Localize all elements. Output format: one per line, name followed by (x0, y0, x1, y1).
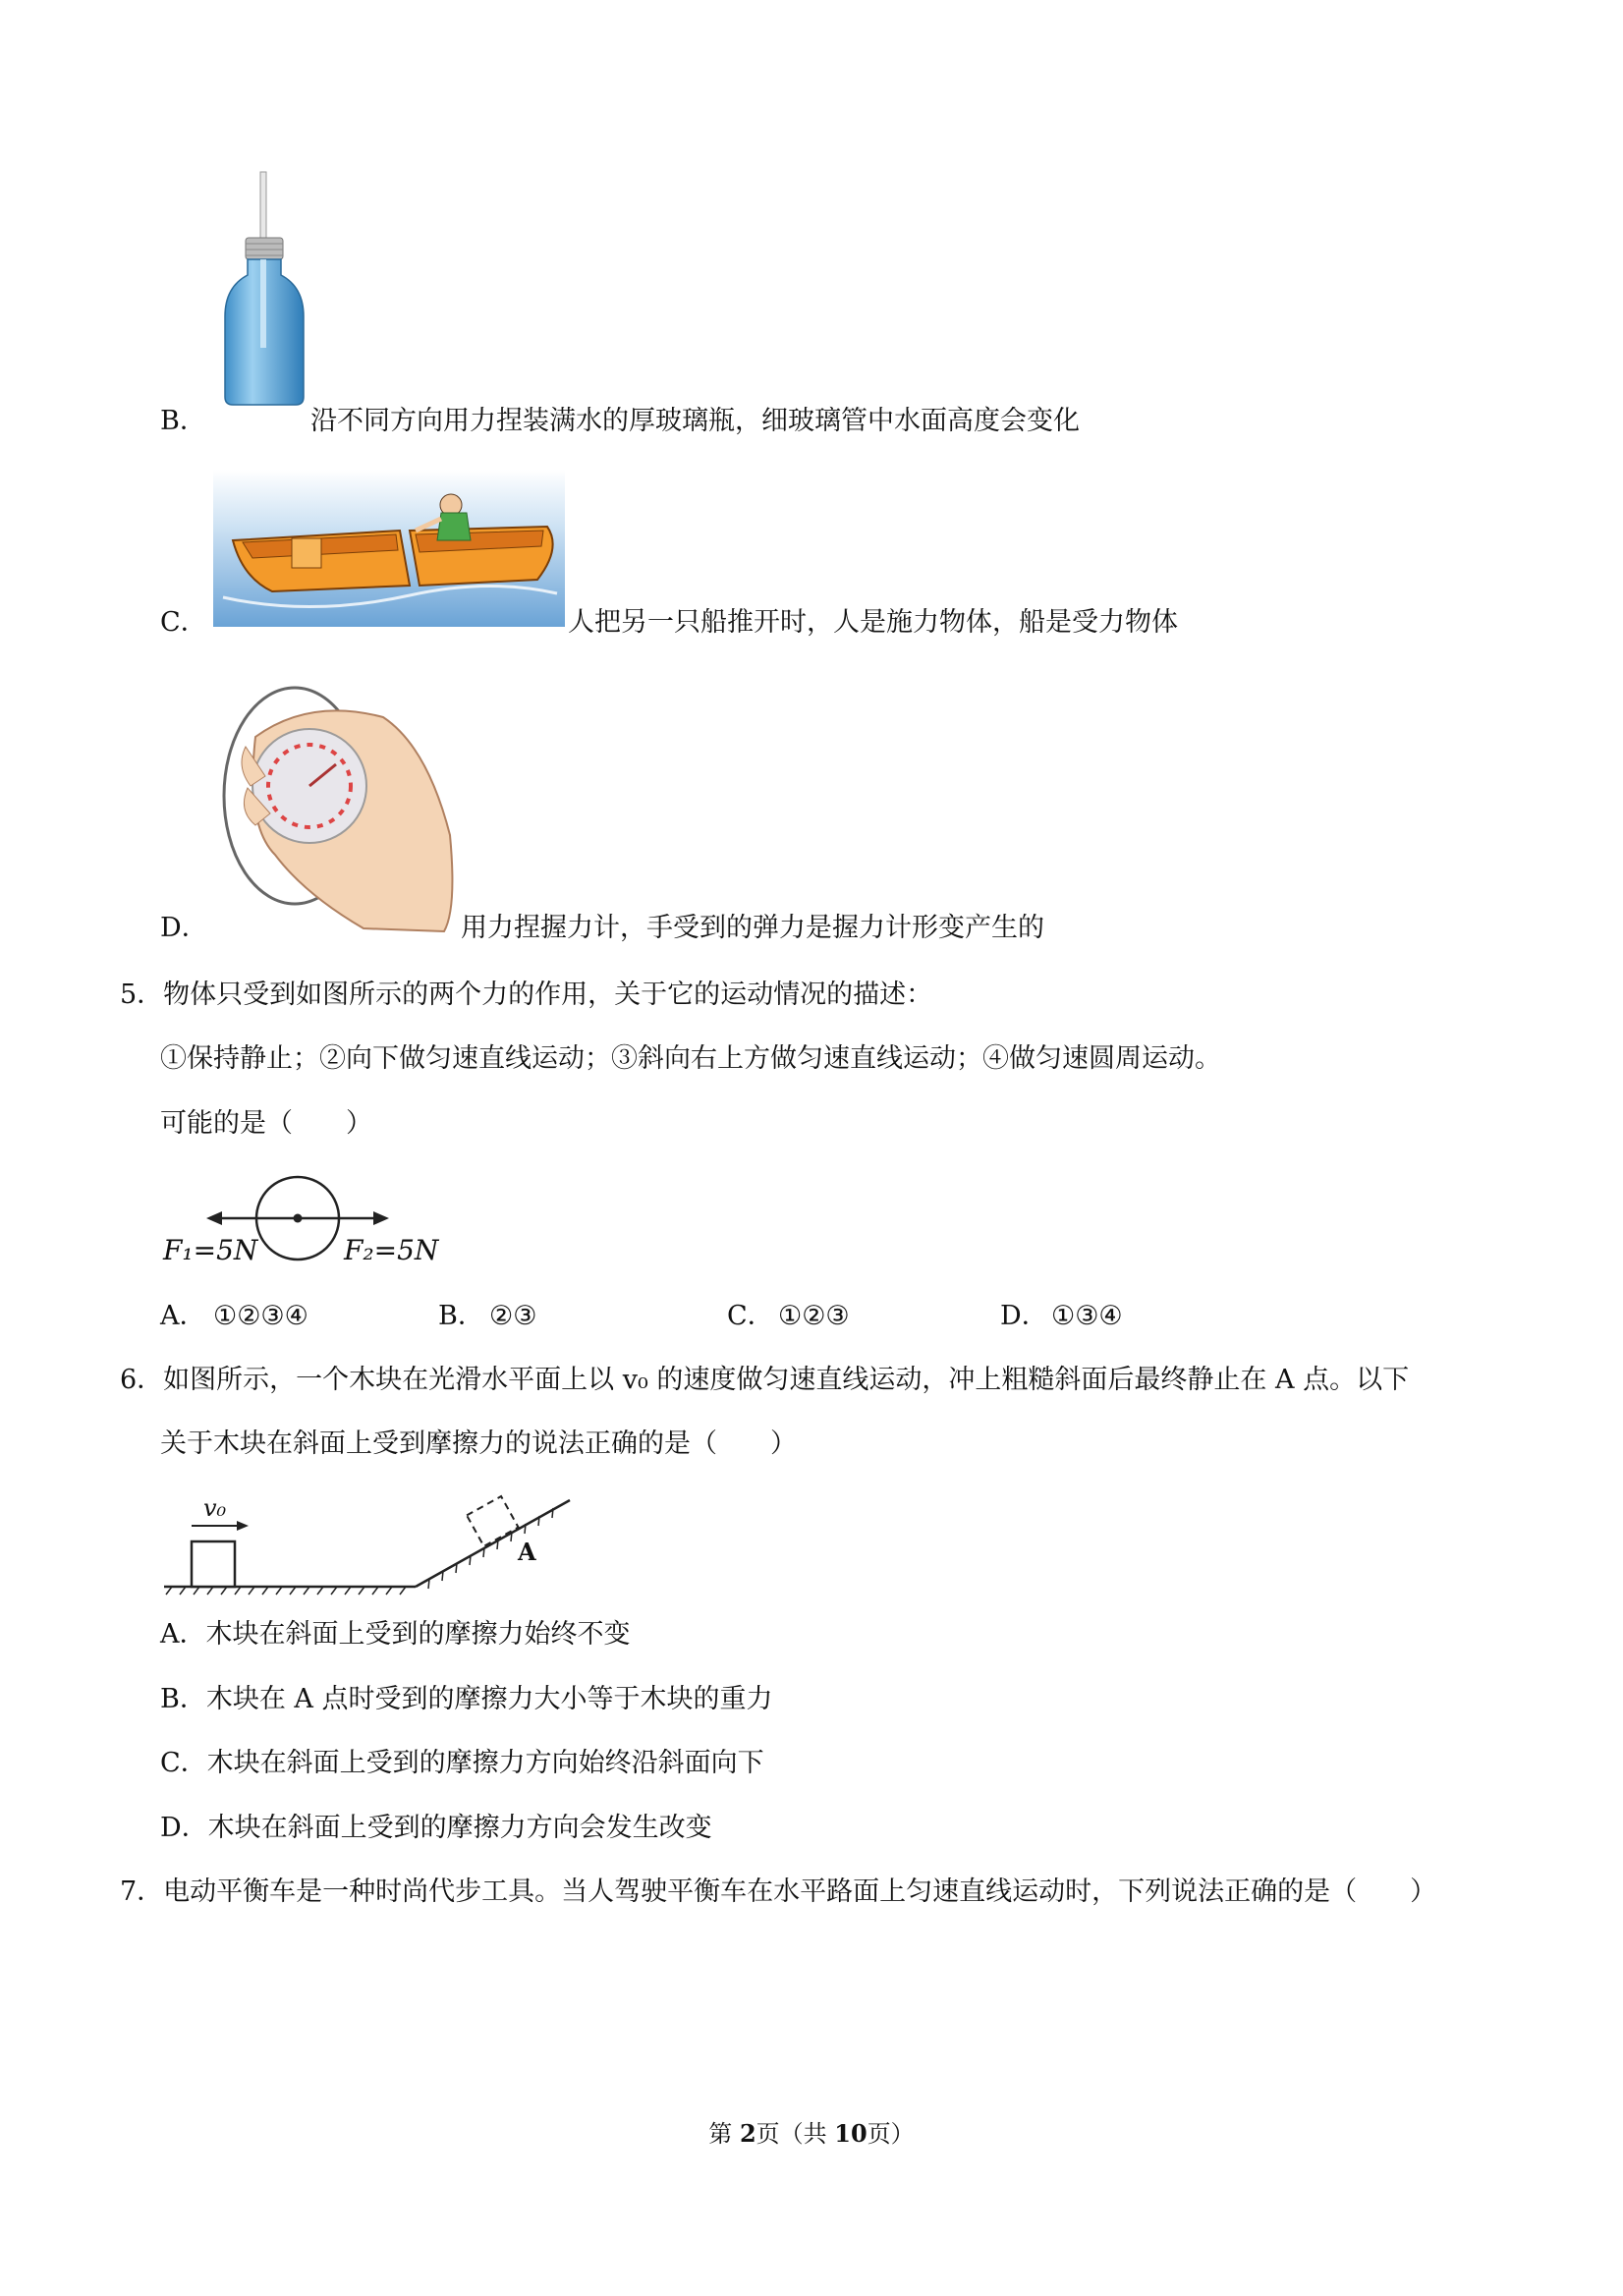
q5-option-b-text: ②③ (489, 1301, 537, 1331)
q4-option-d-letter: D． (160, 913, 208, 943)
q6-option-b: B．木块在 A 点时受到的摩擦力大小等于木块的重力 (160, 1684, 773, 1714)
grip-dynamometer-figure (216, 678, 457, 935)
v0-label: v₀ (203, 1494, 227, 1522)
q6-option-d: D．木块在斜面上受到的摩擦力方向会发生改变 (160, 1813, 712, 1843)
q5-option-a-letter: A． (160, 1301, 206, 1331)
point-a-label: A (518, 1538, 536, 1566)
q5-option-a-text: ①②③④ (213, 1301, 308, 1331)
q5-option-c-text: ①②③ (778, 1301, 850, 1331)
q5-option-d-letter: D． (1000, 1301, 1048, 1331)
q5-statements: ①保持静止；②向下做匀速直线运动；③斜向右上方做匀速直线运动；④做匀速圆周运动。 (160, 1043, 1221, 1074)
q6-stem-line1: 6．如图所示，一个木块在光滑水平面上以 v₀ 的速度做匀速直线运动，冲上粗糙斜面后最终静止在 A 点。以下 (120, 1365, 1410, 1395)
q6-option-c: C．木块在斜面上受到的摩擦力方向始终沿斜面向下 (160, 1748, 764, 1778)
q4-option-c-text: 人把另一只船推开时，人是施力物体，船是受力物体 (568, 607, 1178, 638)
q7-stem: 7．电动平衡车是一种时尚代步工具。当人驾驶平衡车在水平路面上匀速直线运动时，下列说法正确的是（ ） (120, 1876, 1437, 1907)
bottle-figure (221, 169, 309, 410)
footer-mid: 页（共 (756, 2120, 835, 2148)
q4-option-c-letter: C． (160, 607, 207, 638)
footer-page-number: 2 (739, 2119, 756, 2148)
f1-label: F₁=5N (163, 1234, 258, 1266)
q5-stem: 5．物体只受到如图所示的两个力的作用，关于它的运动情况的描述： (120, 980, 933, 1010)
q6-incline-figure (162, 1488, 580, 1596)
q5-option-b-letter: B． (438, 1301, 484, 1331)
q5-option-d-text: ①③④ (1051, 1301, 1123, 1331)
q4-option-d-text: 用力捏握力计，手受到的弹力是握力计形变产生的 (461, 913, 1044, 943)
footer-total-pages: 10 (834, 2119, 867, 2148)
q5-force-figure (157, 1171, 452, 1267)
page-footer (0, 2114, 1623, 2149)
q4-option-b-text: 沿不同方向用力捏装满水的厚玻璃瓶，细玻璃管中水面高度会变化 (310, 406, 1080, 436)
boats-figure (213, 470, 565, 627)
q6-option-a: A．木块在斜面上受到的摩擦力始终不变 (160, 1619, 631, 1650)
q4-option-b-letter: B． (160, 406, 206, 436)
q6-stem-line2: 关于木块在斜面上受到摩擦力的说法正确的是（ ） (160, 1428, 797, 1459)
q5-ask: 可能的是（ ） (160, 1108, 372, 1139)
footer-suffix: 页） (867, 2120, 915, 2148)
footer-prefix: 第 (708, 2120, 740, 2148)
q5-option-c-letter: C． (727, 1301, 774, 1331)
f2-label: F₂=5N (344, 1234, 439, 1266)
